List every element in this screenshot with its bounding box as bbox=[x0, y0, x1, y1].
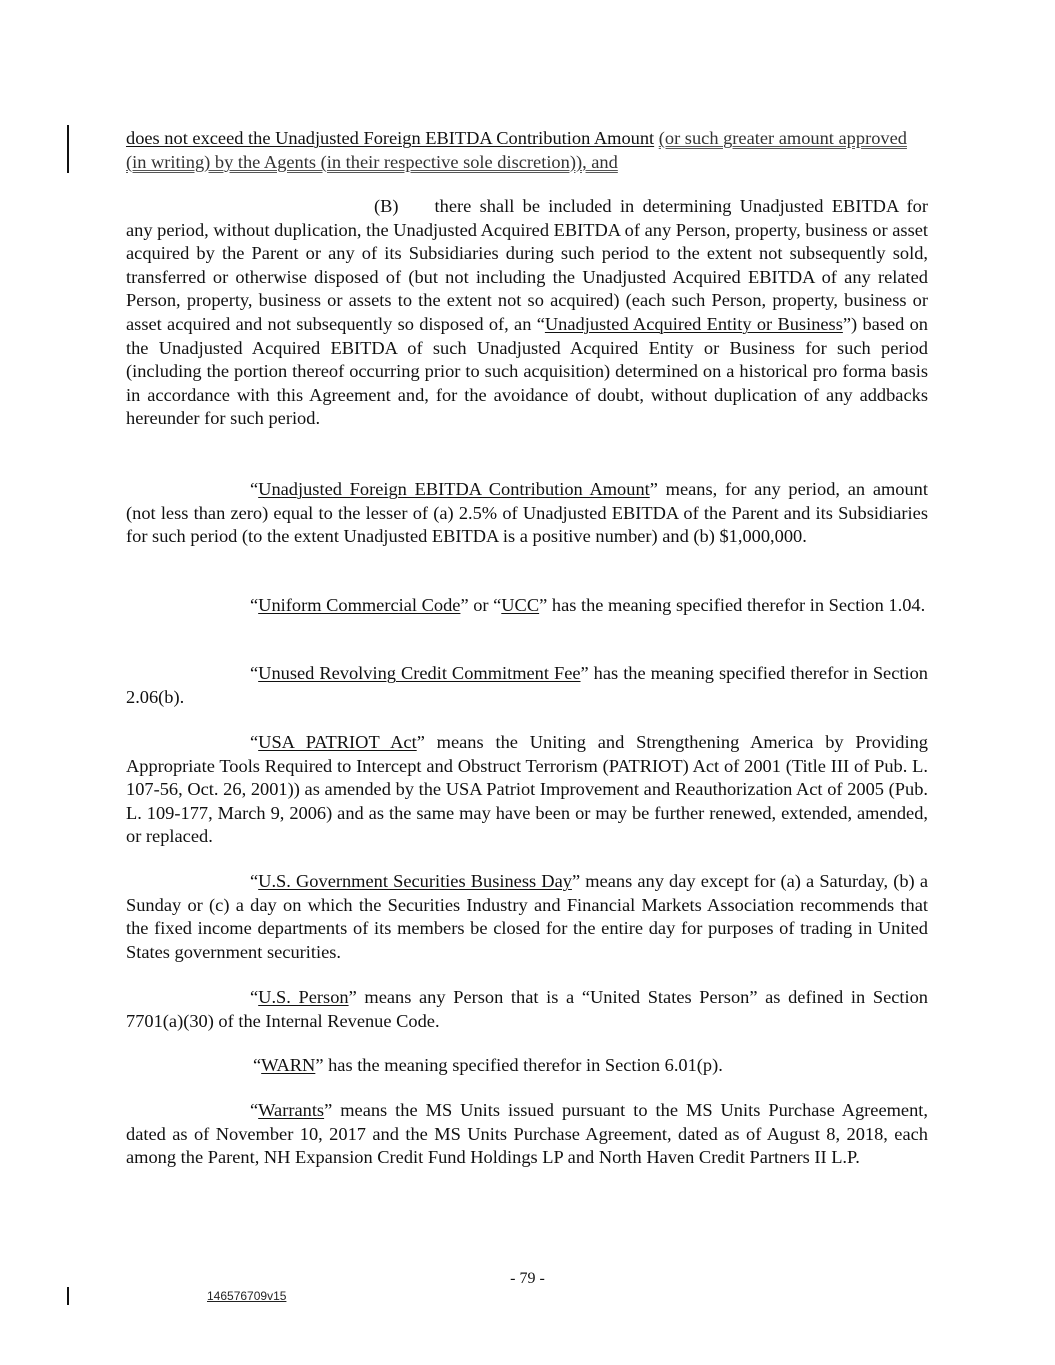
clause-b-defined-term: Unadjusted Acquired Entity or Business bbox=[544, 313, 843, 334]
defined-term-alias: UCC bbox=[501, 595, 540, 615]
definition-paragraph bbox=[126, 986, 928, 1033]
definition-body: ” means any day except for (a) a Saturday, (b) a Sunday or (c) a day on which the Securities Industry and Financial Markets Association recommends that the fixed income departments of its members be closed for the entire day for purposes of trading in United States government securities. bbox=[126, 871, 928, 962]
open-quote: “ bbox=[250, 732, 259, 752]
open-quote: “ bbox=[250, 1100, 259, 1120]
defined-term: WARN bbox=[261, 1055, 316, 1075]
clause-b-text-before: there shall be included in determining Unadjusted EBITDA for any period, without duplication, the Unadjusted Acquired EBITDA of any Person, property, business or asset acquired by the Parent or any of its Subsidiaries during such period to the extent not subsequently sold, transferred or otherwise disposed of (but not including the Unadjusted Acquired EBITDA of any related Person, property, business or assets to the extent not so acquired) (each such Person, property, business or asset acquired and not subsequently so disposed of, an “ bbox=[126, 196, 928, 334]
open-quote: “ bbox=[250, 595, 259, 615]
definition-body: ” means, for any period, an amount (not less than zero) equal to the lesser of (a) 2.5% of Unadjusted EBITDA of the Parent and its Subsidiaries for such period (to the extent Unadjusted EBITDA is a positive number) and (b) $1,000,000. bbox=[126, 479, 928, 547]
open-quote: “ bbox=[250, 479, 259, 499]
definition-paragraph bbox=[126, 870, 928, 964]
definition-paragraph bbox=[126, 662, 928, 709]
revision-bar-bottom bbox=[67, 1287, 69, 1305]
document-id: 146576709v15 bbox=[207, 1289, 287, 1303]
open-quote: “ bbox=[250, 663, 259, 683]
page-number: - 79 - bbox=[510, 1270, 545, 1287]
defined-term: U.S. Government Securities Business Day bbox=[258, 871, 572, 891]
definition-body: ” means any Person that is a “United States Person” as defined in Section 7701(a)(30) of the Internal Revenue Code. bbox=[126, 987, 928, 1031]
clause-b bbox=[126, 195, 928, 431]
open-quote: “ bbox=[250, 871, 259, 891]
continuation-text: does not exceed the Unadjusted Foreign EBITDA Contribution Amount bbox=[126, 128, 655, 148]
definition-body: ” has the meaning specified therefor in Section 1.04. bbox=[539, 595, 926, 615]
definition-body: ” has the meaning specified therefor in Section 6.01(p). bbox=[315, 1055, 723, 1075]
defined-term: Unadjusted Foreign EBITDA Contribution Amount bbox=[258, 479, 650, 499]
defined-term: Warrants bbox=[258, 1100, 325, 1120]
clause-b-text-after: ”) based on the Unadjusted Acquired EBITDA of such Unadjusted Acquired Entity or Business for such period (including the portion thereof occurring prior to such acquisition) determined on a historical pro forma basis in accordance with this Agreement and, for the avoidance of doubt, without duplication of any addbacks hereunder for such period. bbox=[126, 313, 928, 429]
defined-term: Uniform Commercial Code bbox=[258, 595, 461, 615]
definition-paragraph bbox=[126, 731, 928, 849]
definition-paragraph bbox=[126, 1054, 928, 1078]
definition-body: ” has the meaning specified therefor in Section 2.06(b). bbox=[126, 663, 928, 707]
defined-term: USA PATRIOT Act bbox=[258, 732, 417, 752]
defined-term: U.S. Person bbox=[258, 987, 349, 1007]
continuation-paragraph bbox=[126, 127, 928, 174]
revision-bar-top bbox=[67, 125, 69, 173]
inserted-text: (or such greater amount approved (in writing) by the Agents (in their respective sole discretion)), and bbox=[126, 128, 907, 172]
definition-body: ” means the MS Units issued pursuant to the MS Units Purchase Agreement, dated as of November 10, 2017 and the MS Units Purchase Agreement, dated as of August 8, 2018, each among the Parent, NH Expansion Credit Fund Holdings LP and North Haven Credit Partners II L.P. bbox=[126, 1100, 928, 1168]
definition-paragraph bbox=[126, 594, 928, 618]
clause-b-label: (B) bbox=[374, 196, 399, 216]
definition-paragraph bbox=[126, 478, 928, 549]
definition-connector: ” or “ bbox=[460, 595, 502, 615]
definition-paragraph bbox=[126, 1099, 928, 1170]
defined-term: Unused Revolving Credit Commitment Fee bbox=[258, 663, 581, 683]
open-quote: “ bbox=[250, 987, 259, 1007]
definition-body: ” means the Uniting and Strengthening America by Providing Appropriate Tools Required to Intercept and Obstruct Terrorism (PATRIOT) Act of 2001 (Title III of Pub. L. 107-56, Oct. 26, 2001)) as amended by the USA Patriot Improvement and Reauthorization Act of 2005 (Pub. L. 109-177, March 9, 2006) and as the same may have been or may be further renewed, extended, amended, or replaced. bbox=[126, 732, 928, 847]
open-quote: “ bbox=[253, 1055, 262, 1075]
